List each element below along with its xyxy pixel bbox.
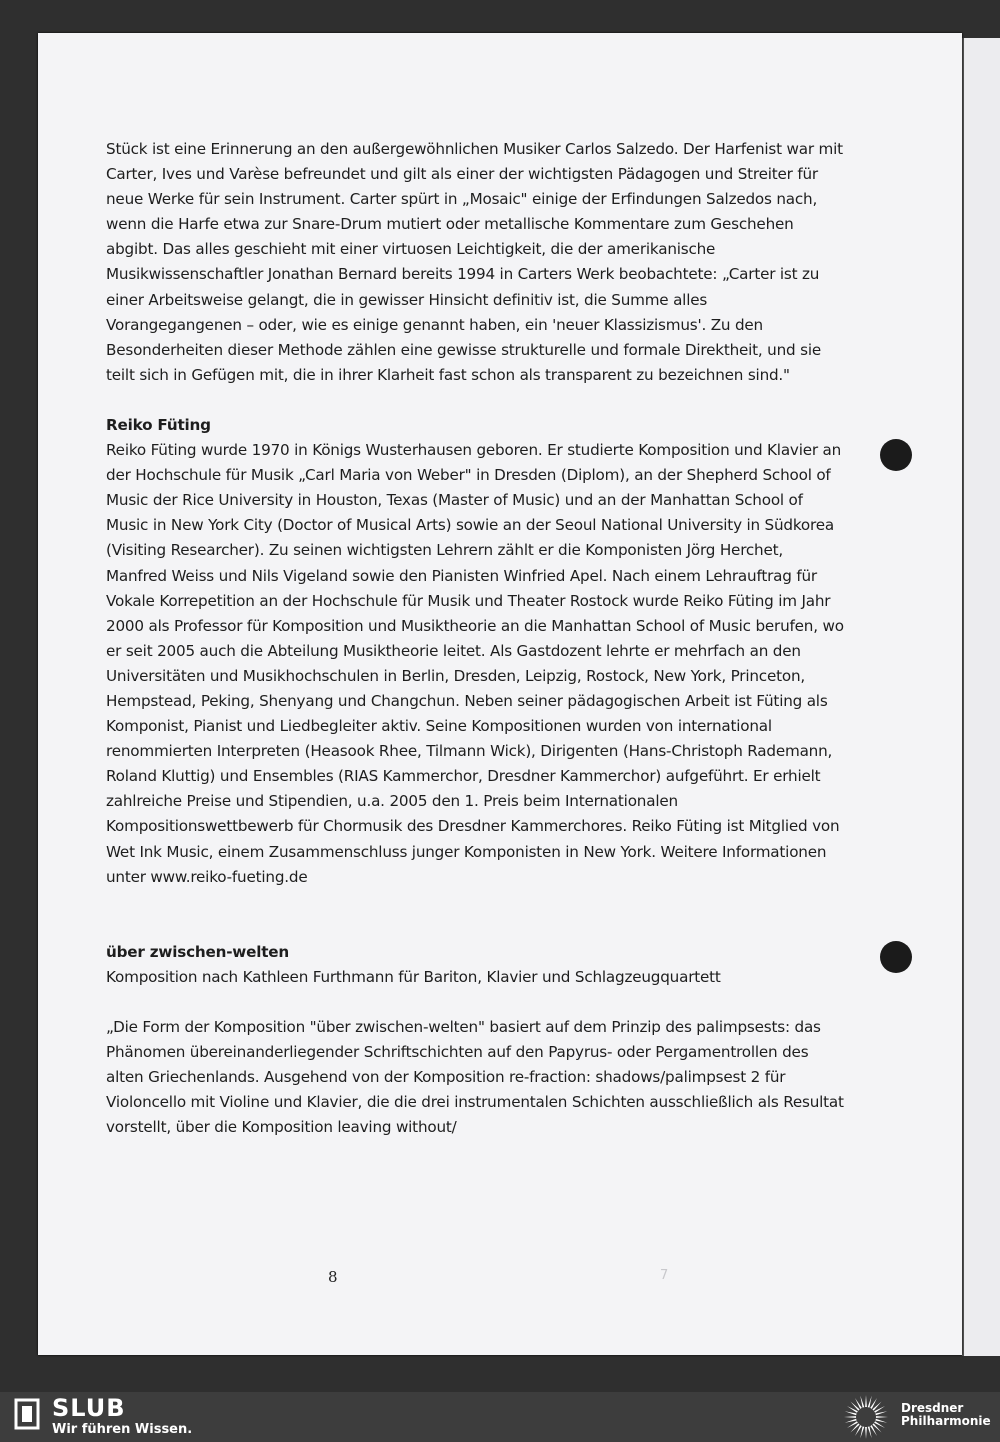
punch-hole-upper [880,439,912,471]
logo-ray [844,1416,856,1418]
logo-ray [845,1411,857,1415]
heading-reiko-fueting: Reiko Füting [106,415,211,434]
paragraph-palimpsest: „Die Form der Komposition "über zwischen-welten" basiert auf dem Prinzip des palimpsests: das Phänomen übereinanderliegender Schriftschichten auf den Papyrus- oder Pergamentrollen des alten Griechenlands. Ausgehend von der Komposition re-fraction: shadows/palimpsest 2 für Violoncello mit Violine und Klavier, die die drei instrumentalen Schichten ausschließlich als Resultat vorstellt, über die Komposition leaving without/ [106,1017,844,1137]
partner-name [901,1402,991,1428]
library-name: SLUB [52,1394,126,1422]
bleed-through-text [905,145,965,1245]
logo-ray [868,1396,872,1408]
partner-name-line1: Dresdner [901,1401,964,1415]
paragraph-carter-mosaic: Stück ist eine Erinnerung an den außergewöhnlichen Musiker Carlos Salzedo. Der Harfenist war mit Carter, Ives und Varèse befreundet und gilt als einer der wichtigsten Pädagogen und Streiter für neue Werke für sein Instrument. Carter spürt in „Mosaic" einige der Erfindungen Salzedos nach, wenn die Harfe etwa zur Snare-Drum mutiert oder metallische Kommentare zum Geschehen abgibt. Das alles geschieht mit einer virtuosen Leichtigkeit, die der amerikanische Musikwissenschaftler Jonathan Bernard bereits 1994 in Carters Werk beobachtete: „Carter ist zu einer Arbeitsweise gelangt, die in gewisser Hinsicht definitiv ist, die Summe alles Vorangegangenen – oder, wie es einige genannt haben, ein 'neuer Klassizismus'. Zu den Besonderheiten dieser Methode zählen eine gewisse strukturelle und formale Direktheit, und sie teilt sich in Gefügen mit, die in ihrer Klarheit fast schon als transparent zu bezeichnen sind." [106,140,843,384]
logo-ray [860,1396,864,1408]
slub-logo-icon [14,1398,42,1432]
logo-ray [865,1395,867,1407]
paragraph-biography: Reiko Füting wurde 1970 in Königs Wusterhausen geboren. Er studierte Komposition und Klavier an der Hochschule für Musik „Carl Maria von Weber" in Dresden (Diplom), an der Shepherd School of Music der Rice University in Houston, Texas (Master of Music) und an der Manhattan School of Music in New York City (Doctor of Musical Arts) sowie an der Seoul National University in Südkorea (Visiting Researcher). Zu seinen wichtigsten Lehrern zählt er die Komponisten Jörg Herchet, Manfred Weiss und Nils Vigeland sowie den Pianisten Winfried Apel. Nach einem Lehrauftrag für Vokale Korrepetition an der Hochschule für Musik und Theater Rostock wurde Reiko Füting im Jahr 2000 als Professor für Komposition und Musiktheorie an die Manhattan School of Music berufen, wo er seit 2005 auch die Abteilung Musiktheorie leitet. Als Gastdozent lehrte er mehrfach an den Universitäten und Musikhochschulen in Berlin, Dresden, Leipzig, Rostock, New York, Princeton, Hempstead, Peking, Shenyang und Changchun. Neben seiner pädagogischen Arbeit ist Füting als Komponist, Pianist und Liedbegleiter aktiv. Seine Kompositionen wurden von international renommierten Interpreten (Heasook Rhee, Tilmann Wick), Dirigenten (Hans-Christoph Rademann, Roland Kluttig) und Ensembles (RIAS Kammerchor, Dresdner Kammerchor) aufgeführt. Er erhielt zahlreiche Preise und Stipendien, u.a. 2005 den 1. Preis beim Internationalen Kompositionswettbewerb für Chormusik des Dresdner Kammerchores. Reiko Füting ist Mitglied von Wet Ink Music, einem Zusammenschluss junger Komponisten in New York. Weitere Informationen unter www.reiko-fueting.de [106,441,844,886]
logo-ray [875,1419,887,1423]
philharmonie-logo-icon [842,1394,890,1440]
faint-page-number: 7 [660,1268,669,1283]
logo-ray [845,1419,857,1423]
document-body [106,137,846,1140]
adjacent-page-edge [962,38,1000,1356]
logo-ray [875,1411,887,1415]
footer-bar [0,1392,1000,1442]
logo-ray [860,1426,864,1438]
logo-ray [868,1426,872,1438]
logo-ray [865,1427,867,1439]
logo-ray [876,1416,888,1418]
punch-hole-lower [880,941,912,973]
work-subtitle: Komposition nach Kathleen Furthmann für Bariton, Klavier und Schlagzeugquartett [106,967,721,986]
partner-name-line2: Philharmonie [901,1414,991,1428]
library-tagline: Wir führen Wissen. [52,1422,193,1437]
heading-work-title: über zwischen-welten [106,942,290,961]
page-number: 8 [328,1268,338,1286]
